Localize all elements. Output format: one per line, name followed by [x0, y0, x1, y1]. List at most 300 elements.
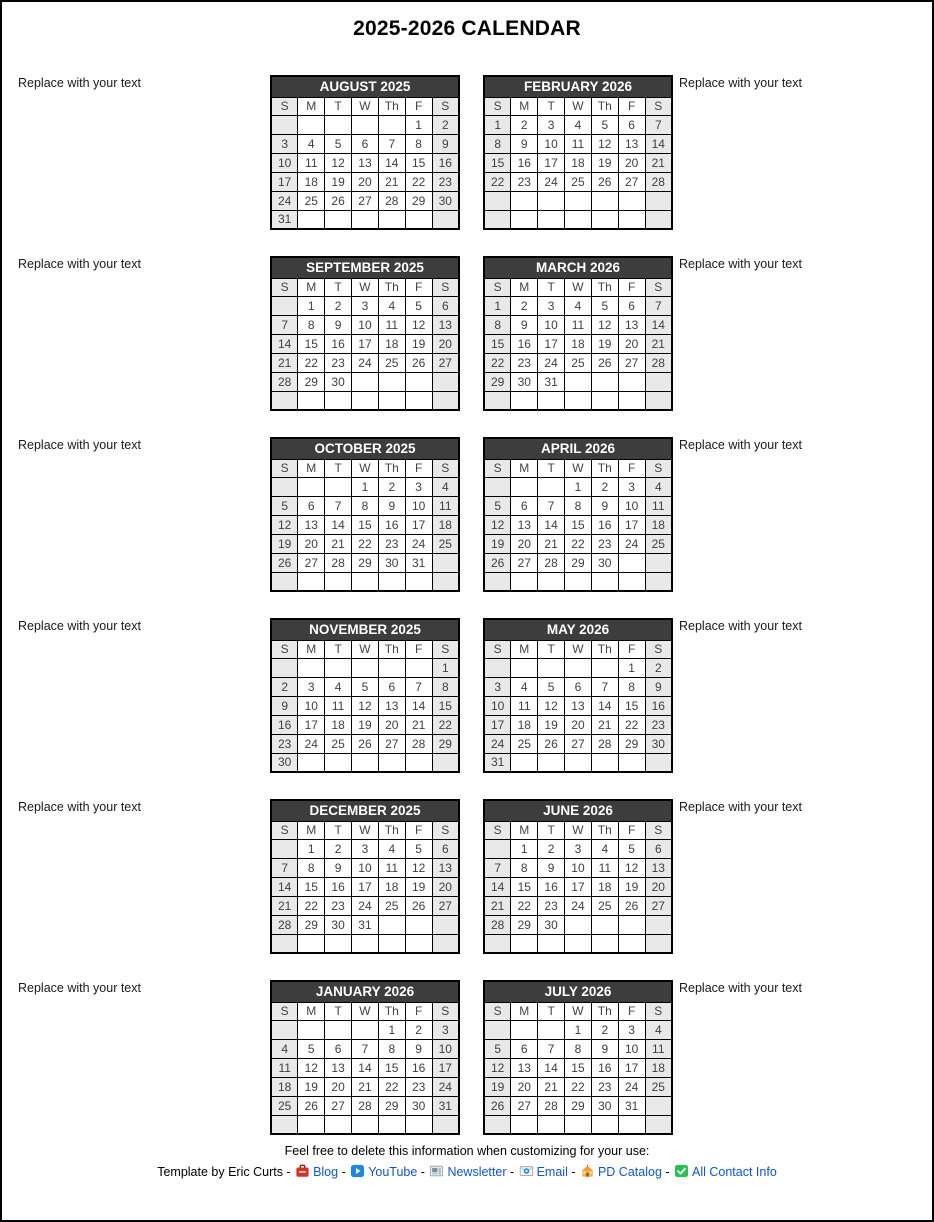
day-cell: 3 [405, 477, 432, 496]
day-cell: 4 [565, 296, 592, 315]
day-cell [511, 572, 538, 591]
day-cell: 5 [298, 1039, 325, 1058]
day-cell: 16 [432, 153, 459, 172]
day-cell: 1 [298, 296, 325, 315]
day-cell [325, 477, 352, 496]
day-cell: 28 [591, 734, 618, 753]
day-cell: 19 [484, 1077, 511, 1096]
day-cell: 17 [538, 334, 565, 353]
day-cell [325, 934, 352, 953]
day-cell: 20 [511, 534, 538, 553]
day-cell: 5 [484, 496, 511, 515]
day-cell [352, 115, 379, 134]
day-cell: 24 [484, 734, 511, 753]
day-header: S [432, 97, 459, 115]
day-cell [511, 477, 538, 496]
day-cell: 12 [591, 134, 618, 153]
day-cell: 29 [484, 372, 511, 391]
day-cell: 17 [565, 877, 592, 896]
day-cell: 21 [484, 896, 511, 915]
day-header: Th [378, 821, 405, 839]
day-cell [405, 391, 432, 410]
day-cell: 27 [511, 1096, 538, 1115]
month-title: NOVEMBER 2025 [271, 619, 459, 640]
day-cell [298, 1115, 325, 1134]
day-cell: 26 [538, 734, 565, 753]
day-cell [378, 915, 405, 934]
day-cell: 19 [352, 715, 379, 734]
day-cell: 1 [484, 296, 511, 315]
day-header: F [618, 97, 645, 115]
day-cell [538, 1020, 565, 1039]
day-header: Th [378, 459, 405, 477]
day-cell: 15 [565, 1058, 592, 1077]
day-cell: 28 [538, 1096, 565, 1115]
day-cell [325, 572, 352, 591]
day-cell: 31 [405, 553, 432, 572]
day-cell [645, 915, 672, 934]
day-cell [405, 934, 432, 953]
day-cell: 18 [378, 334, 405, 353]
day-cell [511, 1020, 538, 1039]
placeholder-text-right[interactable]: Replace with your text [679, 257, 802, 271]
day-cell: 9 [378, 496, 405, 515]
day-cell [352, 372, 379, 391]
day-cell: 11 [271, 1058, 298, 1077]
day-cell: 25 [325, 734, 352, 753]
day-cell: 27 [645, 896, 672, 915]
day-cell: 11 [565, 134, 592, 153]
month-title: APRIL 2026 [484, 438, 672, 459]
day-cell: 6 [511, 496, 538, 515]
day-header: W [565, 640, 592, 658]
day-cell: 24 [352, 896, 379, 915]
day-cell: 14 [405, 696, 432, 715]
day-cell: 8 [298, 858, 325, 877]
day-cell: 2 [511, 115, 538, 134]
day-cell: 8 [298, 315, 325, 334]
day-cell: 12 [484, 1058, 511, 1077]
month-title: OCTOBER 2025 [271, 438, 459, 459]
day-cell: 6 [325, 1039, 352, 1058]
day-cell: 5 [591, 115, 618, 134]
month-title: DECEMBER 2025 [271, 800, 459, 821]
day-cell: 4 [271, 1039, 298, 1058]
day-cell: 17 [405, 515, 432, 534]
day-cell [271, 296, 298, 315]
day-cell: 3 [352, 296, 379, 315]
separator: - [567, 1165, 579, 1179]
day-cell [565, 391, 592, 410]
day-cell: 28 [325, 553, 352, 572]
day-cell: 2 [538, 839, 565, 858]
day-cell [618, 1115, 645, 1134]
day-header: M [298, 821, 325, 839]
day-cell: 17 [538, 153, 565, 172]
day-cell: 7 [591, 677, 618, 696]
footer-link-pd-catalog[interactable]: PD Catalog [597, 1165, 662, 1179]
day-cell: 14 [378, 153, 405, 172]
day-cell: 10 [405, 496, 432, 515]
day-cell [432, 553, 459, 572]
day-cell: 26 [591, 172, 618, 191]
day-cell: 3 [538, 296, 565, 315]
day-cell: 11 [378, 858, 405, 877]
day-cell: 14 [645, 134, 672, 153]
day-cell: 10 [484, 696, 511, 715]
day-cell: 18 [565, 153, 592, 172]
day-header: T [325, 459, 352, 477]
day-header: Th [378, 640, 405, 658]
day-cell: 12 [591, 315, 618, 334]
calendar-september-2025 [270, 256, 460, 411]
day-cell [271, 391, 298, 410]
day-cell: 10 [432, 1039, 459, 1058]
day-cell: 19 [591, 153, 618, 172]
day-cell: 19 [325, 172, 352, 191]
day-cell: 11 [325, 696, 352, 715]
day-cell: 11 [645, 496, 672, 515]
day-cell [298, 477, 325, 496]
day-cell: 11 [565, 315, 592, 334]
day-cell: 4 [511, 677, 538, 696]
day-cell: 31 [432, 1096, 459, 1115]
month-title: MARCH 2026 [484, 257, 672, 278]
day-cell: 26 [484, 1096, 511, 1115]
day-cell: 14 [271, 334, 298, 353]
placeholder-text-left[interactable]: Replace with your text [18, 981, 141, 995]
placeholder-text-right[interactable]: Replace with your text [679, 438, 802, 452]
day-cell: 11 [511, 696, 538, 715]
day-cell: 12 [618, 858, 645, 877]
day-cell: 4 [298, 134, 325, 153]
day-header: M [298, 97, 325, 115]
calendar-june-2026 [483, 799, 673, 954]
day-cell: 25 [378, 353, 405, 372]
day-cell: 13 [432, 858, 459, 877]
day-cell: 18 [511, 715, 538, 734]
day-cell [271, 934, 298, 953]
footer-link-newsletter[interactable]: Newsletter [447, 1165, 507, 1179]
day-cell: 19 [538, 715, 565, 734]
day-cell: 10 [565, 858, 592, 877]
day-cell: 14 [538, 515, 565, 534]
placeholder-text-left[interactable]: Replace with your text [18, 800, 141, 814]
day-cell: 28 [645, 172, 672, 191]
day-cell [645, 572, 672, 591]
day-cell [511, 934, 538, 953]
day-cell: 7 [325, 496, 352, 515]
day-cell: 5 [405, 296, 432, 315]
day-cell: 5 [538, 677, 565, 696]
day-header: Th [591, 640, 618, 658]
footer-link-youtube[interactable]: YouTube [368, 1165, 418, 1179]
day-cell: 14 [325, 515, 352, 534]
footer-link-blog[interactable]: Blog [313, 1165, 339, 1179]
day-cell: 22 [618, 715, 645, 734]
placeholder-text-right[interactable]: Replace with your text [679, 800, 802, 814]
day-cell [378, 391, 405, 410]
day-cell: 10 [352, 315, 379, 334]
day-cell: 16 [645, 696, 672, 715]
day-cell: 27 [511, 553, 538, 572]
day-cell: 14 [645, 315, 672, 334]
day-cell: 28 [484, 915, 511, 934]
day-cell: 22 [511, 896, 538, 915]
day-cell: 28 [352, 1096, 379, 1115]
day-cell: 18 [565, 334, 592, 353]
day-cell [432, 915, 459, 934]
day-header: T [325, 640, 352, 658]
blog-icon [295, 1164, 310, 1178]
day-cell: 9 [432, 134, 459, 153]
day-cell: 29 [565, 553, 592, 572]
day-cell: 3 [618, 1020, 645, 1039]
day-cell [325, 753, 352, 772]
day-cell: 10 [618, 496, 645, 515]
day-cell: 16 [405, 1058, 432, 1077]
day-cell [325, 391, 352, 410]
day-cell: 15 [565, 515, 592, 534]
day-cell: 25 [511, 734, 538, 753]
day-cell: 5 [618, 839, 645, 858]
day-cell: 23 [645, 715, 672, 734]
day-cell: 12 [538, 696, 565, 715]
day-cell [271, 115, 298, 134]
day-cell: 26 [591, 353, 618, 372]
day-header: S [432, 459, 459, 477]
day-cell [378, 372, 405, 391]
day-cell [298, 658, 325, 677]
day-cell: 21 [538, 1077, 565, 1096]
day-cell: 21 [271, 896, 298, 915]
day-cell: 8 [565, 496, 592, 515]
placeholder-text-left[interactable]: Replace with your text [18, 76, 141, 90]
day-cell: 4 [565, 115, 592, 134]
calendar-grid [2, 75, 932, 1135]
day-cell: 29 [378, 1096, 405, 1115]
separator: - [338, 1165, 350, 1179]
day-cell: 13 [618, 134, 645, 153]
day-header: S [432, 278, 459, 296]
day-cell: 7 [538, 496, 565, 515]
day-cell: 9 [591, 496, 618, 515]
day-cell: 26 [325, 191, 352, 210]
day-cell: 27 [298, 553, 325, 572]
day-cell: 31 [352, 915, 379, 934]
day-header: M [511, 459, 538, 477]
day-cell: 21 [325, 534, 352, 553]
day-cell: 21 [591, 715, 618, 734]
day-cell [432, 372, 459, 391]
day-cell: 14 [352, 1058, 379, 1077]
day-cell: 2 [325, 296, 352, 315]
day-cell: 3 [538, 115, 565, 134]
day-cell: 21 [378, 172, 405, 191]
day-cell: 17 [352, 877, 379, 896]
day-cell: 19 [484, 534, 511, 553]
day-cell: 23 [591, 1077, 618, 1096]
day-cell [565, 915, 592, 934]
day-cell: 8 [432, 677, 459, 696]
day-cell: 19 [405, 877, 432, 896]
day-cell [352, 210, 379, 229]
day-cell: 2 [325, 839, 352, 858]
day-cell [511, 658, 538, 677]
day-cell: 6 [618, 296, 645, 315]
day-cell: 6 [645, 839, 672, 858]
day-cell [538, 934, 565, 953]
day-cell: 22 [298, 896, 325, 915]
day-cell: 30 [325, 915, 352, 934]
day-header: M [511, 97, 538, 115]
contact-check-icon [674, 1164, 689, 1178]
day-cell: 6 [298, 496, 325, 515]
day-cell: 13 [618, 315, 645, 334]
day-cell [378, 1115, 405, 1134]
day-header: F [405, 459, 432, 477]
day-cell [352, 658, 379, 677]
calendar-january-2026 [270, 980, 460, 1135]
month-title: JUNE 2026 [484, 800, 672, 821]
day-cell [645, 1115, 672, 1134]
day-cell: 20 [511, 1077, 538, 1096]
day-cell [618, 572, 645, 591]
day-cell [352, 934, 379, 953]
day-cell: 17 [618, 515, 645, 534]
day-cell [645, 553, 672, 572]
day-cell [618, 191, 645, 210]
day-cell: 24 [271, 191, 298, 210]
day-cell: 18 [645, 1058, 672, 1077]
day-header: W [352, 1002, 379, 1020]
day-cell [298, 115, 325, 134]
day-header: F [405, 97, 432, 115]
day-cell: 28 [645, 353, 672, 372]
day-cell: 30 [325, 372, 352, 391]
day-cell: 1 [511, 839, 538, 858]
day-cell [565, 658, 592, 677]
day-cell: 22 [405, 172, 432, 191]
day-cell: 7 [538, 1039, 565, 1058]
day-cell: 15 [352, 515, 379, 534]
day-header: W [352, 278, 379, 296]
day-cell: 12 [271, 515, 298, 534]
day-cell [432, 1115, 459, 1134]
day-cell: 8 [618, 677, 645, 696]
day-cell: 8 [378, 1039, 405, 1058]
day-cell: 8 [565, 1039, 592, 1058]
day-cell: 1 [352, 477, 379, 496]
pd-catalog-icon [580, 1164, 595, 1178]
day-cell: 18 [645, 515, 672, 534]
day-cell [298, 934, 325, 953]
month-title: MAY 2026 [484, 619, 672, 640]
day-header: F [405, 821, 432, 839]
day-cell: 14 [591, 696, 618, 715]
day-cell [618, 210, 645, 229]
day-cell [565, 191, 592, 210]
day-cell: 1 [405, 115, 432, 134]
day-cell: 19 [271, 534, 298, 553]
day-cell: 15 [618, 696, 645, 715]
day-cell [325, 115, 352, 134]
day-cell [271, 839, 298, 858]
day-cell: 23 [378, 534, 405, 553]
day-cell: 3 [271, 134, 298, 153]
day-cell [271, 477, 298, 496]
day-cell: 25 [378, 896, 405, 915]
day-cell [432, 210, 459, 229]
placeholder-text-left[interactable]: Replace with your text [18, 257, 141, 271]
footer-credit: Template by Eric Curts [157, 1165, 283, 1179]
day-cell: 24 [538, 353, 565, 372]
day-cell: 26 [618, 896, 645, 915]
day-cell [484, 391, 511, 410]
day-cell: 13 [511, 1058, 538, 1077]
day-cell: 10 [298, 696, 325, 715]
day-cell: 7 [378, 134, 405, 153]
day-cell: 3 [484, 677, 511, 696]
day-cell: 5 [591, 296, 618, 315]
day-header: F [618, 640, 645, 658]
day-header: S [432, 821, 459, 839]
day-cell [565, 210, 592, 229]
day-cell [645, 753, 672, 772]
day-cell: 5 [271, 496, 298, 515]
day-header: S [271, 97, 298, 115]
email-icon [519, 1164, 534, 1178]
footer-link-email[interactable]: Email [536, 1165, 568, 1179]
day-header: S [432, 640, 459, 658]
placeholder-text-right[interactable]: Replace with your text [679, 619, 802, 633]
day-cell: 15 [298, 334, 325, 353]
day-cell: 16 [591, 1058, 618, 1077]
placeholder-text-left[interactable]: Replace with your text [18, 619, 141, 633]
placeholder-text-right[interactable]: Replace with your text [679, 981, 802, 995]
separator: - [417, 1165, 429, 1179]
day-cell: 30 [591, 1096, 618, 1115]
footer-link-all-contact-info[interactable]: All Contact Info [692, 1165, 777, 1179]
day-cell [511, 1115, 538, 1134]
day-cell: 24 [432, 1077, 459, 1096]
day-cell: 6 [511, 1039, 538, 1058]
day-cell [484, 658, 511, 677]
day-cell: 24 [298, 734, 325, 753]
day-cell: 4 [591, 839, 618, 858]
day-cell [538, 753, 565, 772]
day-cell: 4 [645, 1020, 672, 1039]
placeholder-text-left[interactable]: Replace with your text [18, 438, 141, 452]
placeholder-text-right[interactable]: Replace with your text [679, 76, 802, 90]
day-cell [432, 391, 459, 410]
day-header: W [352, 459, 379, 477]
day-cell: 10 [618, 1039, 645, 1058]
day-header: S [271, 1002, 298, 1020]
day-cell: 24 [618, 534, 645, 553]
day-cell [591, 572, 618, 591]
day-cell: 16 [325, 334, 352, 353]
day-cell: 25 [565, 172, 592, 191]
day-cell: 12 [484, 515, 511, 534]
day-cell [484, 572, 511, 591]
day-cell [538, 191, 565, 210]
day-cell: 24 [565, 896, 592, 915]
day-cell [298, 210, 325, 229]
day-cell: 28 [378, 191, 405, 210]
day-cell: 23 [325, 353, 352, 372]
day-cell: 3 [432, 1020, 459, 1039]
